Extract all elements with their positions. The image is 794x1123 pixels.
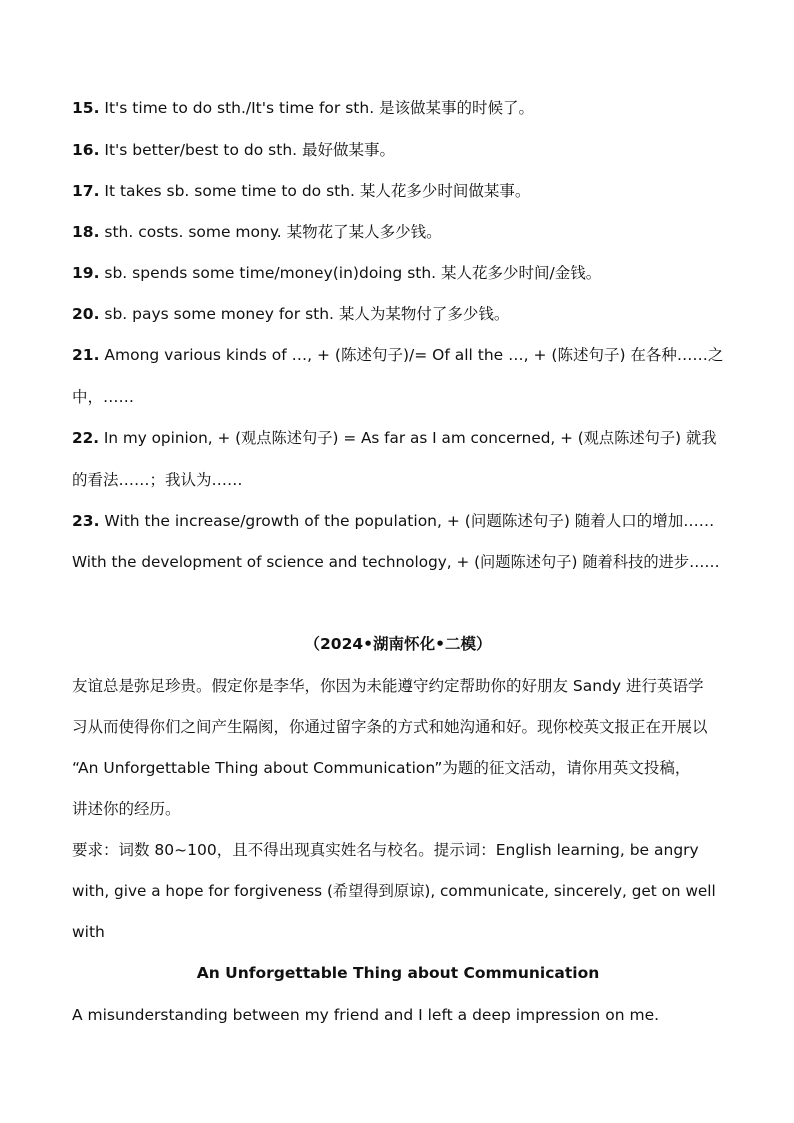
task-paragraph-line: 友谊总是弥足珍贵。假定你是李华，你因为未能遵守约定帮助你的好朋友 Sandy 进行英语学 — [72, 677, 704, 695]
item-number: 22. — [72, 429, 100, 447]
item-number: 23. — [72, 512, 100, 530]
item-number: 18. — [72, 223, 100, 241]
task-source: （2024•湖南怀化•二模） — [304, 635, 492, 653]
task-paragraph-line: 讲述你的经历。 — [72, 800, 181, 818]
list-item — [72, 181, 724, 201]
item-text: With the increase/growth of the population, + (问题陈述句子) 随着人口的增加…… — [99, 512, 715, 530]
item-number: 15. — [72, 99, 100, 117]
list-item — [72, 98, 724, 118]
item-number: 16. — [72, 141, 100, 159]
item-number: 17. — [72, 182, 100, 200]
item-number: 21. — [72, 346, 100, 364]
list-item-continuation: 的看法……；我认为…… — [72, 471, 243, 489]
item-text: It's better/best to do sth. 最好做某事。 — [99, 141, 395, 159]
list-item — [72, 511, 724, 531]
item-text: sth. costs. some mony. 某物花了某人多少钱。 — [99, 223, 442, 241]
essay-title: An Unforgettable Thing about Communication — [196, 964, 600, 982]
list-item — [72, 345, 724, 365]
item-text: In my opinion, + (观点陈述句子) = As far as I am concerned, + (观点陈述句子) 就我 — [99, 429, 717, 447]
list-item — [72, 263, 724, 283]
list-item-continuation: With the development of science and technology, + (问题陈述句子) 随着科技的进步…… — [72, 553, 720, 571]
requirements-line: 要求：词数 80~100，且不得出现真实姓名与校名。提示词：English learning, be angry — [72, 841, 699, 859]
requirements-line: with, give a hope for forgiveness (希望得到原谅), communicate, sincerely, get on well — [72, 882, 716, 900]
item-text: sb. spends some time/money(in)doing sth. 某人花多少时间/金钱。 — [99, 264, 602, 282]
essay-first-line: A misunderstanding between my friend and I left a deep impression on me. — [72, 1006, 660, 1024]
task-paragraph-line: 习从而使得你们之间产生隔阂，你通过留字条的方式和她沟通和好。现你校英文报正在开展以 — [72, 718, 708, 736]
item-text: sb. pays some money for sth. 某人为某物付了多少钱。 — [99, 305, 510, 323]
item-text: It's time to do sth./It's time for sth. 是该做某事的时候了。 — [99, 99, 535, 117]
item-number: 19. — [72, 264, 100, 282]
item-text: It takes sb. some time to do sth. 某人花多少时间做某事。 — [99, 182, 531, 200]
list-item — [72, 428, 724, 448]
requirements-line: with — [72, 923, 105, 941]
list-item — [72, 222, 724, 242]
list-item — [72, 304, 724, 324]
task-paragraph-line: “An Unforgettable Thing about Communication”为题的征文活动，请你用英文投稿， — [72, 759, 691, 777]
item-text: Among various kinds of …, + (陈述句子)/= Of all the …, + (陈述句子) 在各种……之 — [99, 346, 724, 364]
list-item-continuation: 中，…… — [72, 388, 135, 406]
item-number: 20. — [72, 305, 100, 323]
list-item — [72, 140, 724, 160]
